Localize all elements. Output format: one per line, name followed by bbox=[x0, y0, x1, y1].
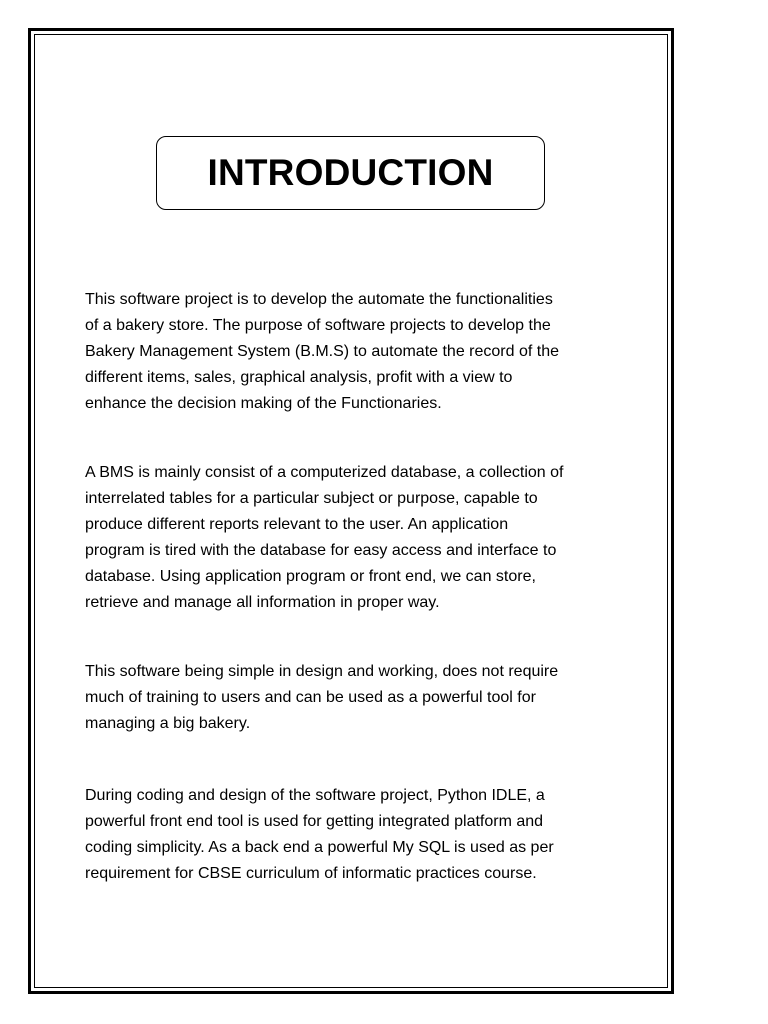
intro-paragraph-2: A BMS is mainly consist of a computerized database, a collection of interrelated tables for a particular subject or purpose, capable to produce different reports relevant to the user. An application program is tired with the database for easy access and interface to database. Using application program or front end, we can store, retrieve and manage all information in proper way. bbox=[85, 464, 564, 611]
intro-paragraph-4: During coding and design of the software project, Python IDLE, a powerful front end tool is used for getting integrated platform and coding simplicity. As a back end a powerful My SQL is used as per requirement for CBSE curriculum of informatic practices course. bbox=[85, 787, 554, 882]
intro-paragraph-3: This software being simple in design and working, does not require much of training to users and can be used as a powerful tool for managing a big bakery. bbox=[85, 663, 559, 732]
title-box bbox=[156, 136, 545, 210]
page-title: INTRODUCTION bbox=[207, 152, 494, 193]
intro-paragraph-1: This software project is to develop the automate the functionalities of a bakery store. The purpose of software projects to develop the Bakery Management System (B.M.S) to automate the record of the different items, sales, graphical analysis, profit with a view to enhance the decision making of the Functionaries. bbox=[85, 291, 559, 412]
